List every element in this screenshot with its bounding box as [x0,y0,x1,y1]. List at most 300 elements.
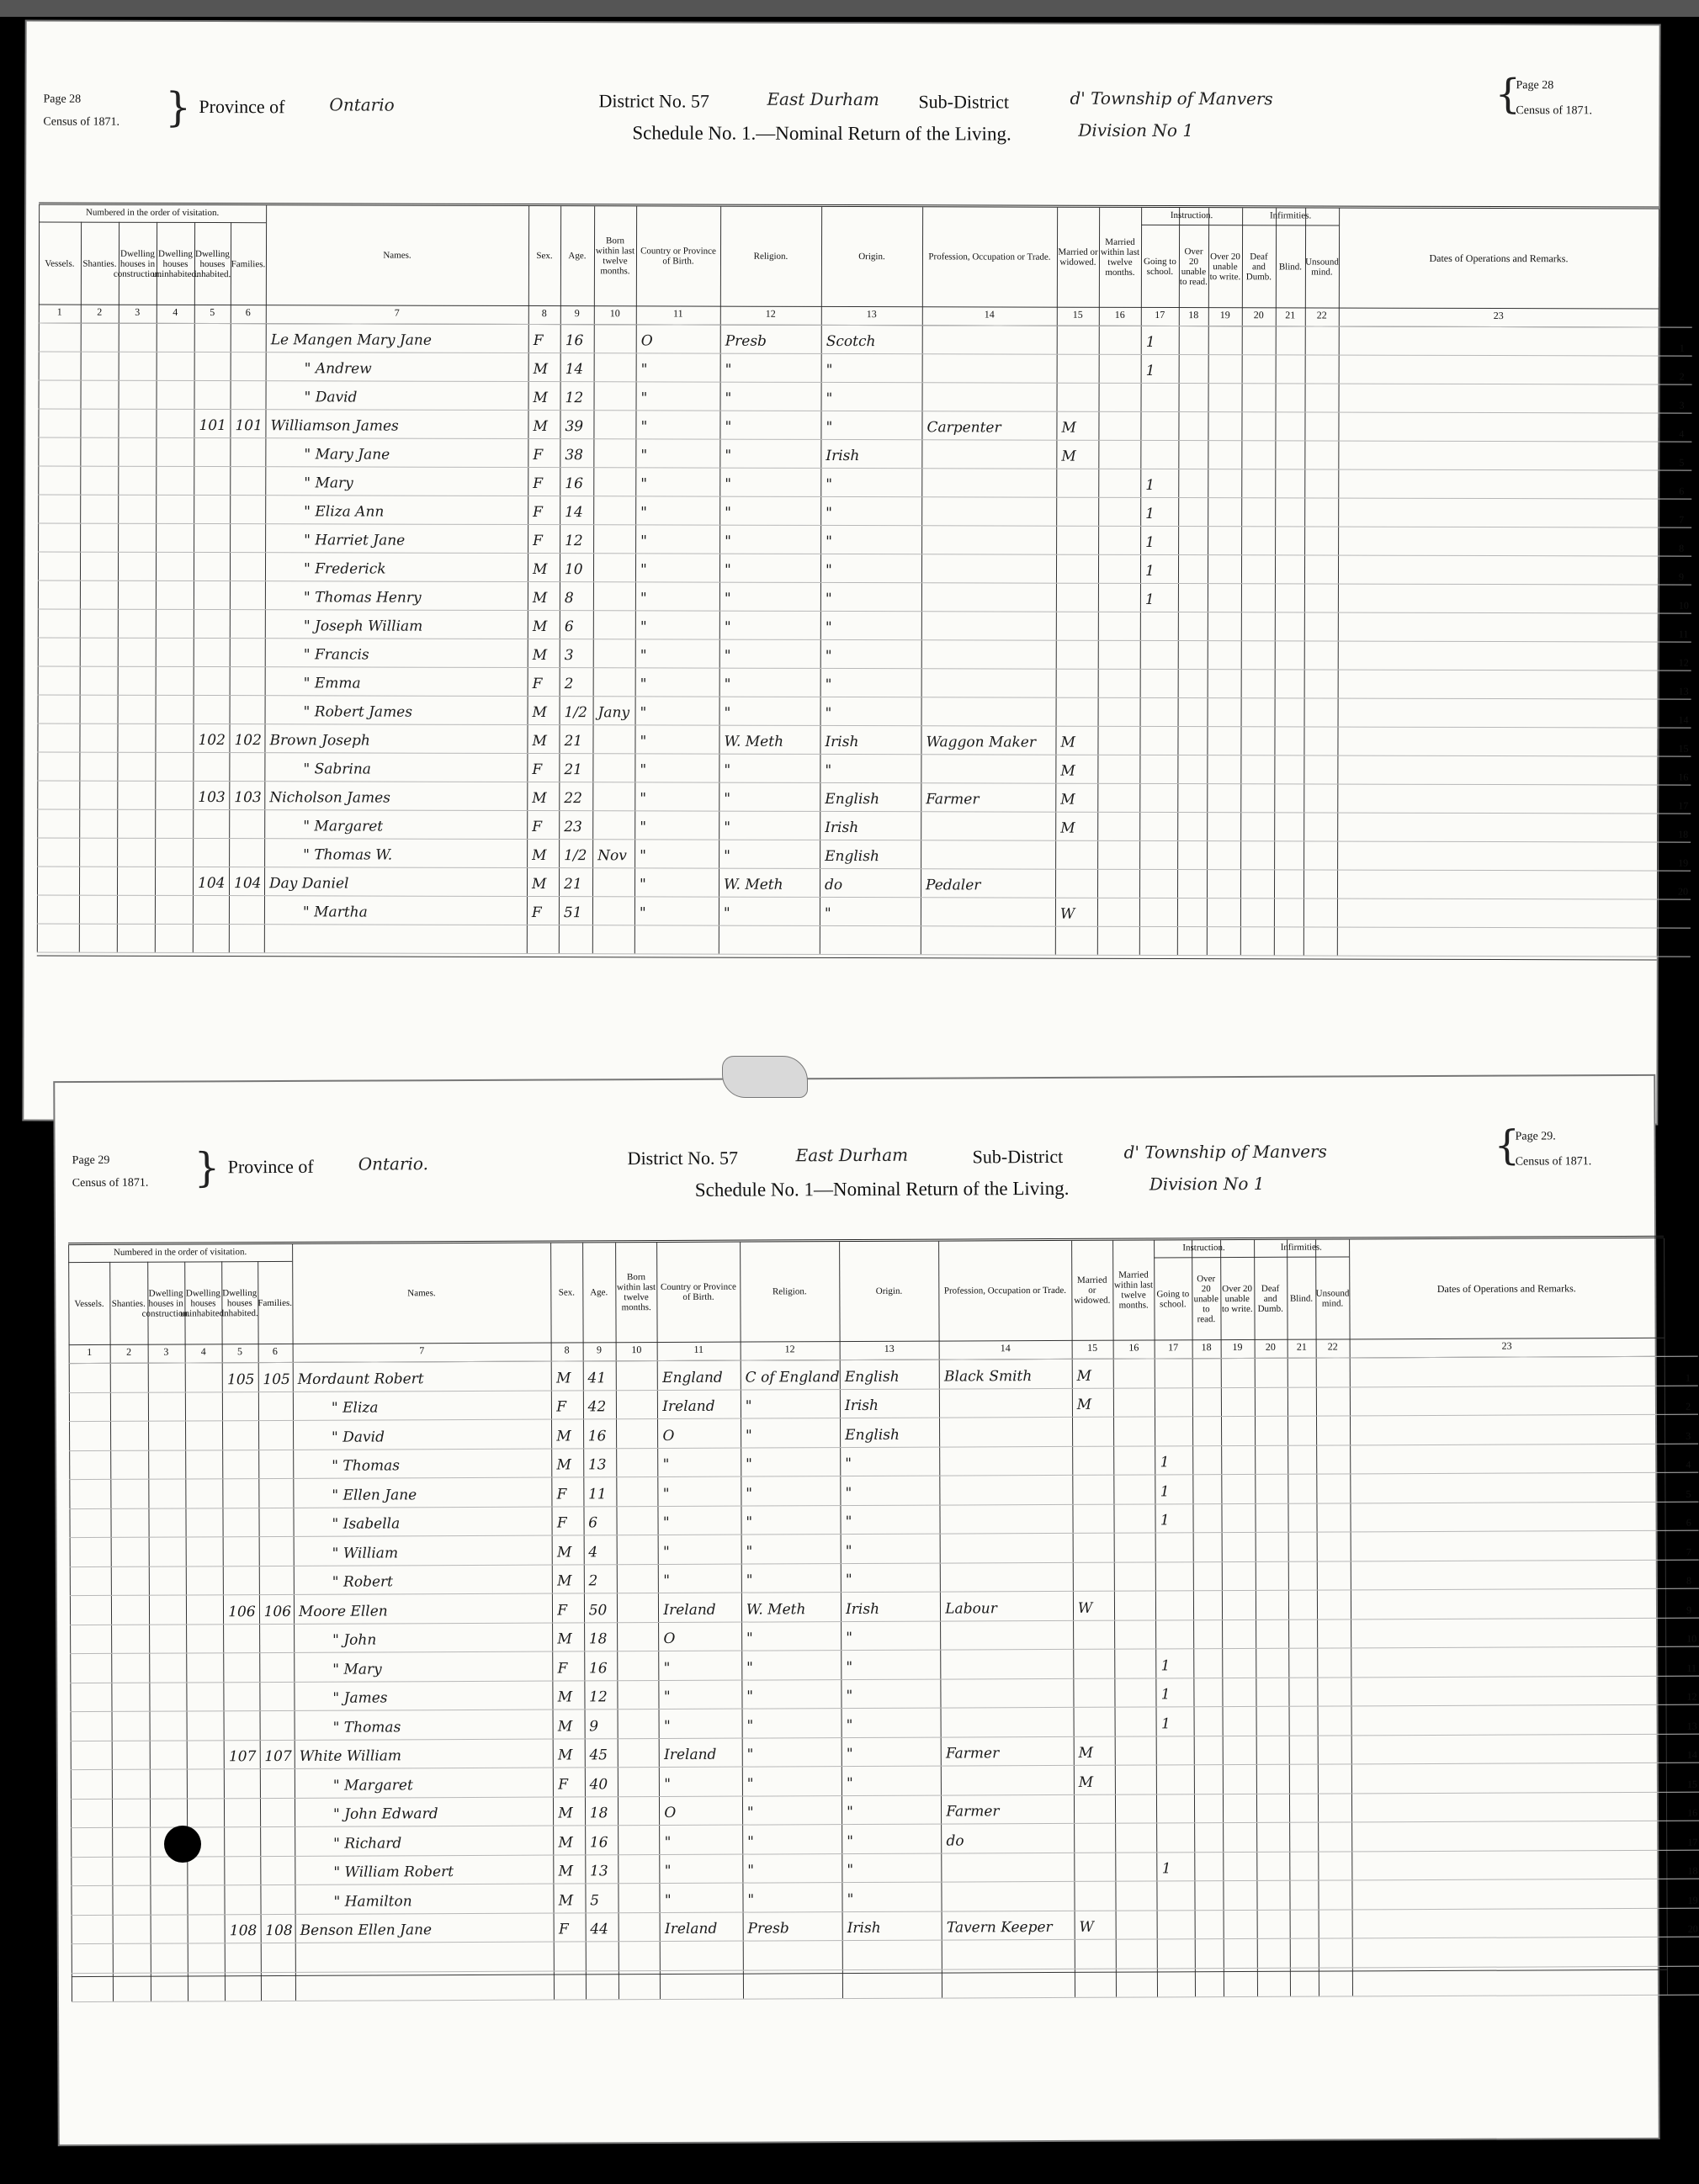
birthplace-cell: O [662,1427,675,1445]
birthplace-cell: Ireland [663,1601,716,1619]
origin-cell: " [825,704,832,722]
column-number: 22 [1316,309,1327,321]
person-name: " Margaret [303,818,384,835]
line-number: 11 [1686,1662,1697,1674]
family-number: 107 [264,1747,292,1766]
column-header: Over 20 unable to write. [1209,252,1241,283]
division-value: Division No 1 [1078,119,1194,141]
family-number: 105 [263,1370,290,1388]
occupation-cell: do [946,1831,964,1850]
religion-cell: " [725,533,731,550]
column-header: Dwelling houses uninhabited. [180,1288,226,1319]
religion-cell: " [725,504,732,522]
age-cell: 12 [565,390,584,407]
school-cell: 1 [1144,562,1155,580]
origin-cell: " [846,1774,853,1792]
age-cell: 6 [588,1514,598,1532]
column-number: 3 [135,305,141,318]
column-number: 1 [87,1345,93,1358]
column-number: 22 [1327,1340,1338,1353]
column-number: 21 [1296,1340,1307,1353]
sex-cell: F [558,1775,569,1794]
table-row [37,844,1689,877]
birthplace-cell: " [640,475,648,493]
married-cell: W [1059,905,1075,923]
age-cell: 13 [587,1456,607,1474]
person-name: " William Robert [333,1863,454,1881]
origin-cell: " [825,590,832,607]
table-row [37,901,1657,934]
birthplace-cell: " [663,1717,671,1735]
line-number: 2 [1686,1400,1691,1413]
brace-left: } [165,83,192,131]
origin-cell: " [825,647,832,665]
sex-cell: M [532,876,547,893]
table-row [38,558,1685,591]
column-number: 4 [173,305,178,318]
family-number: 101 [235,417,263,435]
person-name: " Richard [333,1834,402,1853]
religion-cell: " [746,1572,753,1589]
person-name: " Joseph William [303,618,423,635]
column-header: Married or widowed. [1074,1275,1111,1306]
column-number: 20 [1265,1340,1276,1353]
age-cell: 2 [588,1572,598,1590]
religion-cell: " [746,1659,754,1677]
person-name: " Robert James [303,703,413,721]
age-cell: 12 [565,533,583,550]
birthplace-cell: " [662,1455,670,1474]
column-number: 16 [1114,308,1125,321]
married-cell: M [1060,762,1075,780]
district-label: District No. 57 [598,90,709,112]
religion-cell: " [724,618,731,636]
religion-cell: " [724,647,731,665]
origin-cell: " [825,761,832,779]
sex-cell: M [533,361,549,379]
birthplace-cell: " [639,904,646,922]
line-number: 13 [1678,685,1689,697]
age-cell: 23 [564,819,582,836]
group-visitation: Numbered in the order of visitation. [113,1247,247,1258]
line-number: 9 [1678,570,1685,583]
religion-cell: " [725,361,732,379]
column-number: 11 [693,1343,704,1355]
religion-cell: " [745,1397,752,1415]
census-table [68,1236,1698,2001]
column-number: 5 [210,306,215,319]
religion-cell: " [724,790,731,808]
birthplace-cell: " [640,618,647,636]
religion-cell: Presb [725,332,767,350]
religion-cell: " [746,1485,753,1503]
birthplace-cell: " [640,847,646,865]
age-cell: 16 [565,332,584,350]
province-label: Province of [199,95,285,118]
line-number: 12 [1686,1690,1697,1703]
origin-cell: " [847,1890,854,1908]
column-number: 2 [97,305,103,318]
column-header: Names. [383,250,411,261]
province-value: Ontario [329,94,395,115]
occupation-cell: Farmer [926,791,980,808]
group-visitation: Numbered in the order of visitation. [85,207,220,219]
census-page-29 [55,1076,1698,2144]
person-name: " Isabella [332,1515,401,1533]
column-number: 13 [866,308,877,321]
age-cell: 5 [590,1891,600,1909]
married-cell: M [1076,1396,1092,1413]
census-year-left: Census of 1871. [72,1176,149,1190]
sex-cell: F [532,761,543,779]
religion-cell: " [746,1833,754,1851]
sex-cell: F [533,332,544,350]
sex-cell: F [531,904,542,922]
column-header: Vessels. [74,1298,104,1310]
origin-cell: " [826,390,833,407]
person-name: White William [299,1747,402,1765]
group-instruction: Instruction. [1182,1243,1225,1254]
married-cell: M [1060,734,1075,751]
religion-cell: " [746,1513,753,1531]
column-number: 18 [1188,309,1199,321]
origin-cell: " [826,475,833,493]
column-number: 12 [784,1343,795,1355]
religion-cell: " [724,761,731,779]
age-cell: 18 [589,1805,608,1822]
origin-cell: " [847,1862,854,1879]
age-cell: 50 [588,1601,608,1619]
column-number: 23 [1501,1339,1512,1352]
birthplace-cell: " [640,733,647,750]
origin-cell: " [826,418,833,436]
age-cell: 44 [590,1921,609,1938]
religion-cell: " [725,390,732,407]
column-number: 15 [1087,1341,1098,1354]
column-header: Dates of Operations and Remarks. [1436,1282,1576,1295]
person-name: " David [331,1428,385,1446]
age-cell: 6 [564,618,574,636]
group-infirmities: Infirmities. [1270,210,1312,221]
religion-cell: " [745,1427,752,1445]
line-number: 7 [1686,1545,1691,1558]
origin-cell: English [844,1368,900,1386]
school-cell: 1 [1145,476,1155,494]
birthplace-cell: Ireland [662,1397,715,1416]
age-cell: 13 [589,1863,608,1880]
province-label: Province of [227,1155,314,1178]
religion-cell: " [724,676,731,693]
origin-cell: " [826,504,833,522]
sex-cell: F [556,1486,567,1503]
religion-cell: " [723,904,730,922]
sex-cell: M [532,647,548,665]
religion-cell: " [724,847,730,865]
column-number: 9 [574,307,580,320]
line-number: 8 [1679,542,1685,554]
birthplace-cell: Ireland [664,1746,717,1764]
sex-cell: M [532,847,547,865]
dwelling-number: 104 [198,874,226,893]
origin-cell: " [846,1746,853,1763]
age-cell: 38 [565,447,584,464]
religion-cell: " [747,1862,755,1879]
column-header: Born within last twelve months. [595,236,635,277]
person-name: " William [332,1544,399,1562]
school-cell: 1 [1160,1686,1171,1704]
column-header: Blind. [1289,1293,1314,1304]
birthplace-cell: " [663,1659,671,1677]
table-bottom-rule [72,1969,1667,1976]
age-cell: 9 [589,1717,599,1735]
line-number: 5 [1679,456,1685,469]
line-number: 17 [1678,799,1689,812]
schedule-title: Schedule No. 1—Nominal Return of the Living. [694,1177,1070,1201]
column-header: Dwelling houses in construction. [141,1288,190,1319]
line-number: 18 [1687,1864,1698,1877]
column-header: Origin. [858,252,885,262]
table-row [38,501,1685,534]
sex-cell: M [556,1369,571,1387]
religion-cell: " [747,1891,755,1909]
line-number: 20 [1687,1922,1698,1935]
table-row [39,358,1685,391]
religion-cell: Presb [747,1920,789,1938]
age-cell: 12 [589,1688,608,1706]
age-cell: 40 [589,1775,608,1793]
column-number: 5 [237,1345,243,1358]
birthplace-cell: " [640,819,647,836]
person-name: " Thomas Henry [303,589,422,607]
column-header: Going to school. [1156,1289,1190,1310]
line-number: 10 [1678,599,1689,612]
line-number: 8 [1686,1574,1692,1587]
born-cell: Nov [597,847,627,865]
column-header: Religion. [772,1286,807,1297]
column-header: Dates of Operations and Remarks. [1429,252,1569,265]
column-header: Over 20 unable to read. [1179,246,1208,288]
line-number: 6 [1679,485,1685,497]
origin-cell: English [825,847,879,866]
line-number: 14 [1678,713,1689,726]
column-number: 16 [1128,1341,1139,1354]
religion-cell: " [724,819,731,836]
origin-cell: " [846,1658,853,1676]
age-cell: 3 [564,647,574,665]
column-number: 2 [126,1345,132,1358]
birthplace-cell: " [640,561,647,579]
line-number: 18 [1678,828,1689,840]
religion-cell: " [746,1455,752,1473]
person-name: Brown Joseph [269,732,370,750]
line-number: 20 [1677,885,1689,898]
occupation-cell: Pedaler [926,877,981,894]
table-row [37,787,1689,819]
person-name: " Eliza Ann [304,503,385,521]
line-number: 9 [1686,1604,1692,1616]
birthplace-cell: " [640,704,647,722]
person-name: " Robert [332,1573,394,1591]
age-cell: 45 [589,1747,608,1764]
table-row [37,729,1689,762]
religion-cell: " [725,475,732,493]
age-cell: 16 [565,475,583,493]
origin-cell: " [847,1832,854,1850]
column-header: Married or widowed. [1058,246,1098,268]
sex-cell: M [557,1688,573,1706]
brace-left: } [194,1144,220,1192]
religion-cell: " [724,704,731,722]
column-header: Country or Province of Birth. [640,246,716,267]
origin-cell: " [845,1455,852,1473]
sex-cell: M [556,1427,571,1445]
column-header: Unsound mind. [1305,257,1339,278]
column-number: 12 [765,307,776,320]
column-header: Age. [568,251,587,262]
column-header: Age. [590,1287,608,1298]
age-cell: 16 [588,1659,608,1677]
table-row [38,644,1689,676]
birthplace-cell: Ireland [664,1920,718,1938]
sex-cell: M [532,590,548,607]
page-number-right: Page 28 [1516,79,1554,93]
school-cell: 1 [1161,1860,1171,1878]
district-value: East Durham [795,1144,909,1166]
birthplace-cell: O [664,1804,677,1821]
sex-cell: F [557,1602,568,1619]
occupation-cell: Black Smith [943,1367,1033,1386]
person-name: " Andrew [304,360,372,378]
occupation-cell: Farmer [945,1745,1000,1763]
married-cell: M [1076,1367,1092,1385]
sex-cell: M [557,1572,572,1590]
sex-cell: M [532,790,547,808]
person-name: " Margaret [332,1776,413,1794]
column-number: 13 [884,1342,895,1354]
school-cell: 1 [1144,591,1155,608]
sex-cell: M [532,733,547,750]
table-row [39,330,1685,363]
column-header: Names. [407,1288,436,1299]
age-cell: 39 [565,418,584,436]
column-header: Origin. [875,1285,903,1296]
birthplace-cell: O [640,332,653,350]
religion-cell: W. Meth [746,1600,806,1619]
column-header: Born within last twelve months. [616,1272,656,1313]
born-cell: Jany [597,704,630,722]
school-cell: 1 [1145,362,1155,379]
sex-cell: F [533,447,544,464]
age-cell: 1/2 [564,704,587,722]
birthplace-cell: " [640,876,646,893]
religion-cell: " [746,1775,754,1793]
column-number: 20 [1253,309,1264,321]
sex-cell: M [556,1456,571,1474]
column-header: Dwelling houses inhabited. [194,248,231,280]
birthplace-cell: " [664,1775,672,1793]
subdistrict-label: Sub-District [972,1145,1064,1168]
age-cell: 41 [587,1369,607,1386]
sex-cell: M [557,1747,573,1764]
age-cell: 21 [564,761,583,779]
torn-paper-fragment [722,1056,808,1098]
occupation-cell: Tavern Keeper [946,1918,1053,1937]
person-name: " Eliza [331,1399,379,1417]
line-number: 4 [1679,427,1685,440]
religion-cell: " [746,1543,753,1561]
origin-cell: Scotch [826,332,876,351]
person-name: " Thomas W. [303,846,393,864]
religion-cell: " [725,418,732,436]
census-page-28 [24,21,1689,1123]
birthplace-cell: " [640,761,647,779]
ink-blot [164,1826,201,1863]
origin-cell: " [845,1572,852,1589]
subdistrict-label: Sub-District [918,91,1010,113]
religion-cell: C of England [745,1368,840,1386]
column-number: 15 [1072,308,1083,321]
district-value: East Durham [767,88,879,110]
sex-cell: M [532,704,548,722]
birthplace-cell: " [664,1891,672,1909]
sex-cell: M [558,1805,573,1822]
school-cell: 1 [1160,1715,1171,1732]
sex-cell: F [558,1921,569,1938]
line-number: 12 [1678,656,1689,669]
person-name: " Martha [302,904,368,921]
sex-cell: M [533,418,548,436]
person-name: " Emma [303,675,361,692]
religion-cell: W. Meth [724,733,784,750]
line-number: 11 [1678,628,1689,640]
family-number: 106 [263,1603,292,1620]
person-name: " Mary Jane [304,446,390,464]
person-name: " James [332,1689,388,1707]
school-cell: 1 [1160,1482,1170,1500]
origin-cell: Irish [844,1397,879,1415]
school-cell: 1 [1160,1657,1171,1674]
birthplace-cell: " [663,1688,671,1706]
column-number: 21 [1285,309,1296,321]
person-name: " Mary [332,1660,382,1678]
column-number: 23 [1493,310,1504,322]
sex-cell: F [556,1514,567,1532]
origin-cell: " [845,1513,852,1531]
school-cell: 1 [1145,533,1155,551]
age-cell: 14 [565,361,584,379]
origin-cell: " [845,1484,852,1502]
origin-cell: " [846,1688,853,1705]
table-row [38,473,1685,506]
column-header: Unsound mind. [1315,1288,1350,1309]
age-cell: 1/2 [564,847,587,865]
table-row [38,615,1689,648]
age-cell: 16 [587,1427,607,1445]
age-cell: 11 [588,1485,607,1503]
census-year-right: Census of 1871. [1515,1155,1592,1169]
line-number: 15 [1678,742,1689,755]
person-name: " John Edward [332,1805,438,1823]
page-number-right: Page 29. [1515,1130,1556,1143]
age-cell: 2 [564,676,574,693]
column-header: Profession, Occupation or Trade. [943,1285,1066,1296]
column-header: Dwelling houses uninhabited. [152,248,199,279]
column-header: Shanties. [111,1298,146,1309]
table-row [38,672,1689,705]
column-number: 8 [541,307,547,320]
birthplace-cell: " [640,533,647,550]
school-cell: 1 [1145,505,1155,522]
